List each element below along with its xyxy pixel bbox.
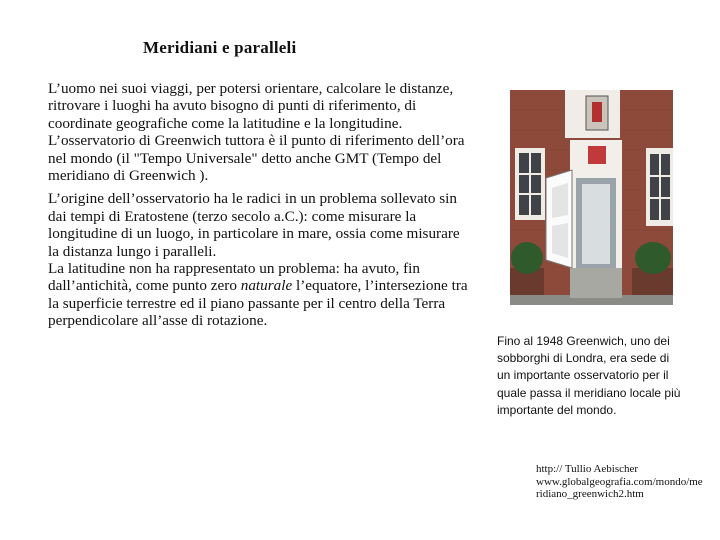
paragraph-greenwich-time: L’osservatorio di Greenwich tuttora è il punto di riferimento dell’ora nel mondo (il "Tempo Universale" detto anche GMT (Tempo del meridiano di Greenwich ). bbox=[48, 132, 465, 185]
body-text bbox=[48, 80, 473, 330]
paragraph-origin: L’origine dell’osservatorio ha le radici in un problema sollevato sin dai tempi di Eratostene (terzo secolo a.C.): come misurare la longitudine di un luogo, in particolare in mare, ossia come misurare la distanza lungo i paralleli. bbox=[48, 190, 460, 260]
paragraph-latitude: La latitudine non ha rappresentato un problema: ha avuto, fin dall’antichità, come punto zero naturale l’equatore, l’intersezione tra la superficie terrestre ed il piano passante per il centro della Terra perpendicolare all’asse di rotazione. bbox=[48, 260, 468, 330]
greenwich-observatory-photo bbox=[510, 90, 673, 305]
source-credit: http:// Tullio Aebischer www.globalgeografia.com/mondo/meridiano_greenwich2.htm bbox=[536, 463, 703, 500]
page-title: Meridiani e paralleli bbox=[143, 38, 297, 57]
paragraph-intro: L’uomo nei suoi viaggi, per potersi orientare, calcolare le distanze, ritrovare i luoghi ha avuto bisogno di punti di riferimento, di coordinate geografiche come la latitudine e la longitudine. bbox=[48, 80, 454, 132]
photo-caption: Fino al 1948 Greenwich, uno dei sobborghi di Londra, era sede di un importante osservatorio per il quale passa il meridiano locale più importante del mondo. bbox=[497, 334, 681, 417]
